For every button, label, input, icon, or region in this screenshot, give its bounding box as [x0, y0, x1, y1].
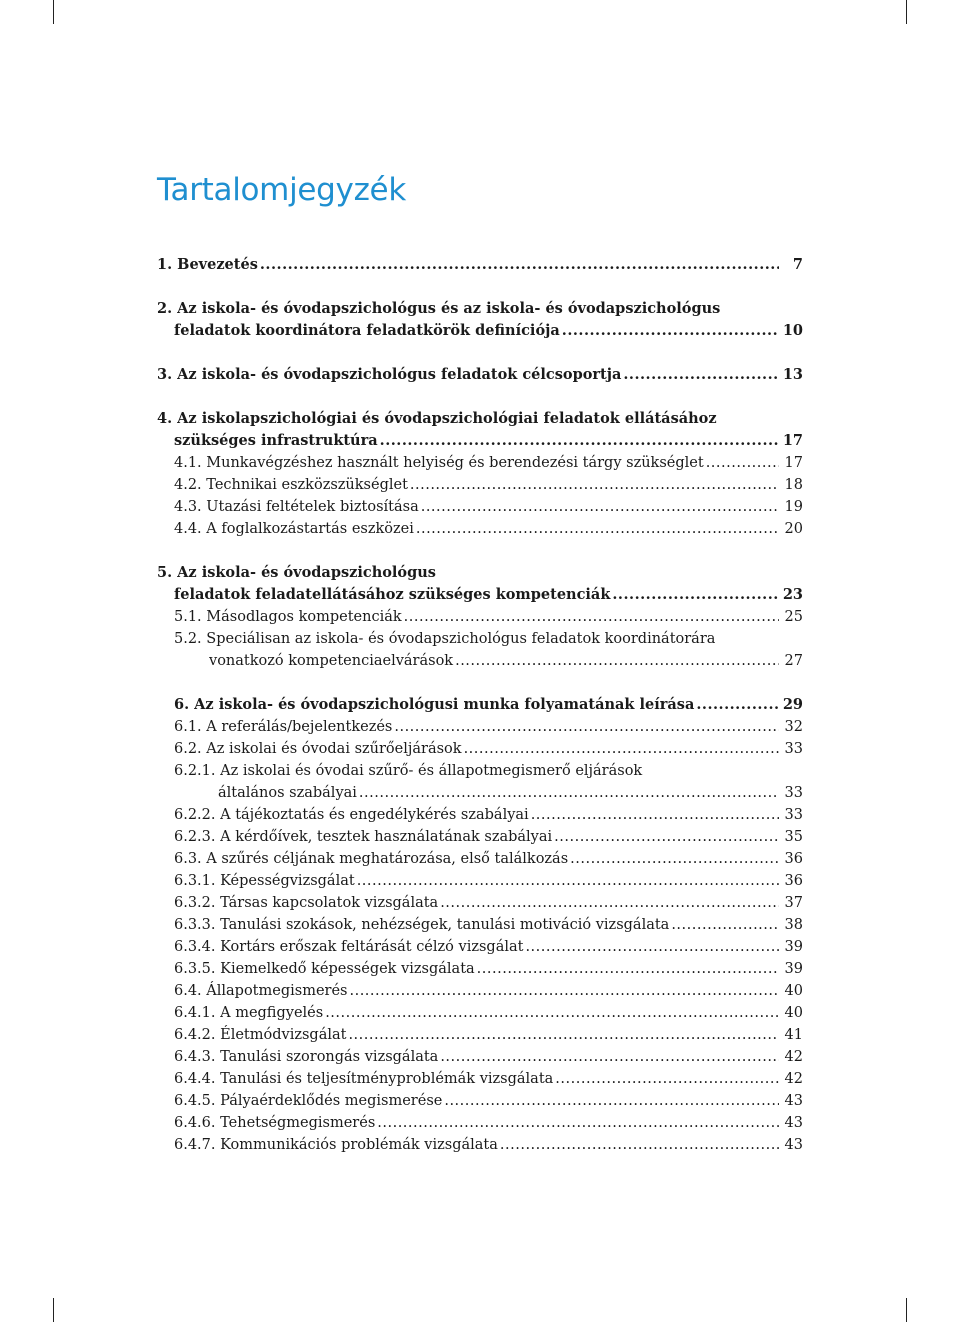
toc-entry [157, 1112, 803, 1134]
toc-page-number: 23 [781, 584, 803, 606]
crop-mark [906, 1298, 907, 1322]
toc-page-number: 17 [783, 452, 803, 474]
toc-page-number: 35 [783, 826, 803, 848]
toc-entry-label: 6. Az iskola- és óvodapszichológusi munka folyamatának leírása [174, 696, 695, 713]
toc-entry-label: 4.3. Utazási feltételek biztosítása [174, 499, 419, 515]
toc-entry [157, 474, 803, 496]
toc-entry-label: 6.2.2. A tájékoztatás és engedélykérés szabályai [174, 807, 529, 823]
toc-entry [157, 1068, 803, 1090]
table-of-contents [157, 254, 803, 1156]
toc-page-number: 42 [783, 1068, 803, 1090]
toc-page-number: 37 [783, 892, 803, 914]
toc-page-number: 20 [783, 518, 803, 540]
toc-page-number: 40 [783, 1002, 803, 1024]
toc-entry-label: 6.4.1. A megfigyelés [174, 1005, 324, 1021]
toc-entry [157, 496, 803, 518]
toc-entry [157, 936, 803, 958]
toc-entry [157, 650, 803, 672]
toc-entry-label: 6.3.4. Kortárs erőszak feltárását célzó vizsgálat [174, 939, 524, 955]
toc-entry-label: 6.4.7. Kommunikációs problémák vizsgálata [174, 1137, 498, 1153]
toc-entry-label: 4.4. A foglalkozástartás eszközei [174, 521, 414, 537]
toc-page-number: 10 [781, 320, 803, 342]
toc-entry-label: feladatok feladatellátásához szükséges kompetenciák [174, 586, 611, 603]
toc-entry [157, 892, 803, 914]
toc-page-number: 43 [783, 1112, 803, 1134]
toc-entry-label: általános szabályai [218, 785, 357, 801]
toc-entry [157, 254, 803, 276]
toc-entry-label: szükséges infrastruktúra [174, 432, 378, 449]
toc-page-number: 43 [783, 1134, 803, 1156]
toc-entry-label: 1. Bevezetés [157, 256, 258, 273]
toc-entry-label: 6.4. Állapotmegismerés [174, 983, 348, 999]
toc-page-number: 36 [783, 848, 803, 870]
toc-entry [157, 584, 803, 606]
toc-page-number: 40 [783, 980, 803, 1002]
toc-entry-label: 6.2. Az iskolai és óvodai szűrőeljárások [174, 741, 462, 757]
toc-entry [157, 914, 803, 936]
toc-entry [157, 1090, 803, 1112]
toc-entry [157, 958, 803, 980]
toc-page-number: 38 [783, 914, 803, 936]
toc-page-number: 19 [783, 496, 803, 518]
toc-page-number: 27 [783, 650, 803, 672]
toc-entry [157, 430, 803, 452]
toc-entry [157, 364, 803, 386]
toc-entry [157, 606, 803, 628]
toc-entry [157, 716, 803, 738]
toc-entry-label: 6.3.2. Társas kapcsolatok vizsgálata [174, 895, 439, 911]
toc-entry-label: feladatok koordinátora feladatkörök definíciója [174, 322, 560, 339]
toc-entry [157, 782, 803, 804]
toc-page-number: 25 [783, 606, 803, 628]
toc-entry-heading-line: 4. Az iskolapszichológiai és óvodapszichológiai feladatok ellátásához [157, 410, 717, 427]
toc-entry-label: vonatkozó kompetenciaelvárások [209, 653, 454, 669]
toc-entry [157, 1002, 803, 1024]
toc-page-number: 36 [783, 870, 803, 892]
toc-entry [157, 320, 803, 342]
toc-entry-label: 6.1. A referálás/bejelentkezés [174, 719, 393, 735]
toc-entry [157, 1134, 803, 1156]
page-title: Tartalomjegyzék [157, 172, 406, 208]
toc-page-number: 32 [783, 716, 803, 738]
toc-entry [157, 826, 803, 848]
toc-entry [157, 694, 803, 716]
crop-mark [53, 1298, 54, 1322]
toc-entry-label: 6.4.4. Tanulási és teljesítményproblémák vizsgálata [174, 1071, 554, 1087]
toc-entry [157, 738, 803, 760]
crop-mark [906, 0, 907, 24]
toc-entry-label: 6.4.2. Életmódvizsgálat [174, 1027, 347, 1043]
toc-entry [157, 804, 803, 826]
toc-entry-label: 6.3. A szűrés céljának meghatározása, első találkozás [174, 851, 569, 867]
toc-page-number: 43 [783, 1090, 803, 1112]
toc-entry [157, 980, 803, 1002]
toc-entry-label: 6.3.5. Kiemelkedő képességek vizsgálata [174, 961, 475, 977]
toc-entry-label: 6.3.3. Tanulási szokások, nehézségek, tanulási motiváció vizsgálata [174, 917, 670, 933]
toc-page-number: 39 [783, 958, 803, 980]
toc-entry [157, 1024, 803, 1046]
toc-page-number: 7 [791, 254, 803, 276]
toc-entry-heading-line: 5. Az iskola- és óvodapszichológus [157, 564, 436, 581]
toc-entry [157, 518, 803, 540]
toc-page-number: 13 [781, 364, 803, 386]
crop-mark [53, 0, 54, 24]
toc-page-number: 18 [783, 474, 803, 496]
toc-entry-label: 3. Az iskola- és óvodapszichológus feladatok célcsoportja [157, 366, 622, 383]
toc-page-number: 42 [783, 1046, 803, 1068]
toc-entry [157, 452, 803, 474]
toc-entry-heading-line: 6.2.1. Az iskolai és óvodai szűrő- és állapotmegismerő eljárások [174, 763, 643, 779]
toc-entry [157, 1046, 803, 1068]
toc-entry-label: 4.1. Munkavégzéshez használt helyiség és berendezési tárgy szükséglet [174, 455, 704, 471]
toc-entry-label: 6.3.1. Képességvizsgálat [174, 873, 355, 889]
toc-entry-heading-line: 2. Az iskola- és óvodapszichológus és az iskola- és óvodapszichológus [157, 300, 721, 317]
toc-page-number: 33 [783, 804, 803, 826]
toc-page-number: 33 [783, 782, 803, 804]
toc-entry [157, 870, 803, 892]
toc-entry-label: 4.2. Technikai eszközszükséglet [174, 477, 408, 493]
toc-entry-label: 6.2.3. A kérdőívek, tesztek használatának szabályai [174, 829, 553, 845]
toc-page-number: 41 [783, 1024, 803, 1046]
toc-entry-label: 6.4.3. Tanulási szorongás vizsgálata [174, 1049, 439, 1065]
toc-page-number: 29 [781, 694, 803, 716]
toc-page-number: 17 [781, 430, 803, 452]
toc-entry-label: 6.4.6. Tehetségmegismerés [174, 1115, 376, 1131]
toc-entry-heading-line: 5.2. Speciálisan az iskola- és óvodapszichológus feladatok koordinátorára [174, 631, 716, 647]
toc-entry [157, 848, 803, 870]
toc-entry-label: 6.4.5. Pályaérdeklődés megismerése [174, 1093, 443, 1109]
toc-page-number: 39 [783, 936, 803, 958]
toc-entry-label: 5.1. Másodlagos kompetenciák [174, 609, 402, 625]
toc-page-number: 33 [783, 738, 803, 760]
